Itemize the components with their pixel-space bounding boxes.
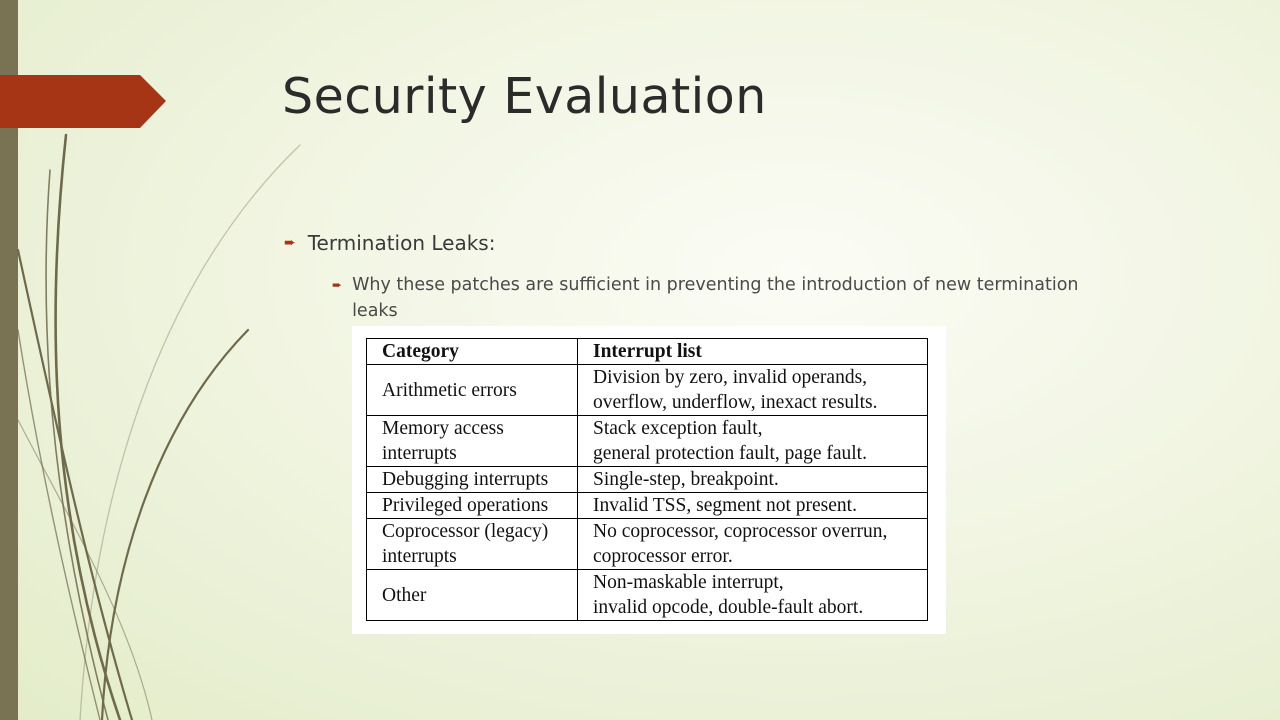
sub-bullet-text: Why these patches are sufficient in preventing the introduction of new termination leaks [352,275,1079,321]
interrupts-cell [578,467,928,493]
interrupt-table [366,338,928,621]
cell-line: Non-maskable interrupt, [593,572,784,593]
category-cell [367,570,578,621]
cell-line: general protection fault, page fault. [593,443,867,464]
cell-line: Debugging interrupts [382,469,549,490]
cell-line: interrupts [382,546,457,567]
cell-line: Division by zero, invalid operands, [593,367,868,388]
cell-line: overflow, underflow, inexact results. [593,392,878,413]
table-row [367,493,928,519]
table-row [367,467,928,493]
category-cell [367,365,578,416]
cell-line: Coprocessor (legacy) [382,521,549,542]
cell-line: Invalid TSS, segment not present. [593,495,857,516]
cell-line: interrupts [382,443,457,464]
category-cell [367,519,578,570]
table-row [367,416,928,467]
sub-bullet-patches [332,272,1102,324]
cell-line: Single-step, breakpoint. [593,469,779,490]
table-row [367,519,928,570]
category-cell [367,493,578,519]
cell-line: Arithmetic errors [382,379,517,401]
cell-line: No coprocessor, coprocessor overrun, [593,521,888,542]
header-category: Category [367,339,578,365]
category-cell [367,416,578,467]
cell-line: Memory access [382,418,504,439]
header-interrupt-list: Interrupt list [578,339,928,365]
decorative-curves [0,0,320,720]
table-header-row [367,339,928,365]
table-row [367,365,928,416]
bullet-termination-leaks [284,231,495,255]
slide-title: Security Evaluation [282,68,767,125]
interrupt-table-figure [352,326,946,634]
cell-line: invalid opcode, double-fault abort. [593,597,864,618]
interrupts-cell [578,519,928,570]
interrupts-cell [578,493,928,519]
cell-line: Other [382,584,427,606]
interrupts-cell [578,570,928,621]
cell-line: Privileged operations [382,495,549,516]
arrow-bullet-icon: ➨ [284,235,296,251]
cell-line: Stack exception fault, [593,418,763,439]
interrupts-cell [578,365,928,416]
table-row [367,570,928,621]
bullet-text: Termination Leaks: [307,231,496,255]
interrupts-cell [578,416,928,467]
category-cell [367,467,578,493]
cell-line: coprocessor error. [593,546,733,567]
arrow-bullet-icon: ➨ [332,278,343,292]
